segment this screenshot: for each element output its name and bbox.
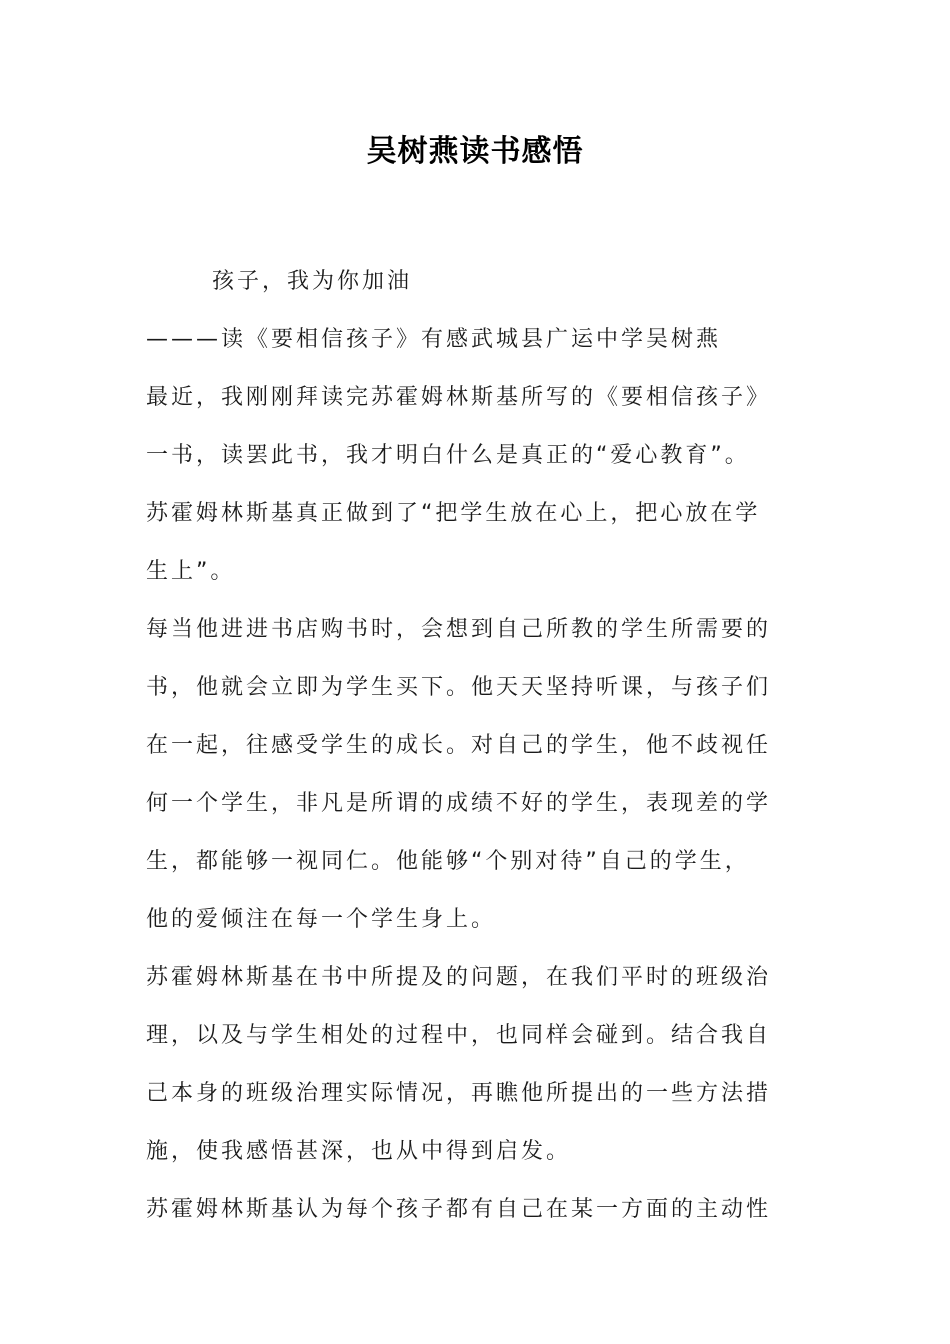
paragraph-line: 生上”。: [146, 559, 236, 584]
paragraph-line: 最近，我刚刚拜读完苏霍姆林斯基所写的《要相信孩子》: [146, 385, 772, 410]
paragraph-line: 何一个学生，非凡是所谓的成绩不好的学生，表现差的学: [146, 791, 772, 816]
paragraph-line: 在一起，往感受学生的成长。对自己的学生，他不歧视任: [146, 733, 772, 758]
byline: ———读《要相信孩子》有感武城县广运中学吴树燕: [146, 327, 722, 352]
paragraph-line: 每当他进进书店购书时，会想到自己所教的学生所需要的: [146, 617, 772, 642]
paragraph-line: 生，都能够一视同仁。他能够“个别对待”自己的学生，: [146, 849, 750, 874]
paragraph-line: 他的爱倾注在每一个学生身上。: [146, 907, 497, 932]
paragraph-line: 一书，读罢此书，我才明白什么是真正的“爱心教育”。: [146, 443, 750, 468]
document-title: 吴树燕读书感悟: [366, 134, 584, 169]
paragraph-line: 施，使我感悟甚深，也从中得到启发。: [146, 1139, 572, 1164]
paragraph-line: 书，他就会立即为学生买下。他天天坚持听课，与孩子们: [146, 675, 772, 700]
paragraph-line: 苏霍姆林斯基真正做到了“把学生放在心上，把心放在学: [146, 501, 761, 526]
paragraph-line: 己本身的班级治理实际情况，再瞧他所提出的一些方法措: [146, 1081, 772, 1106]
document-body: [146, 253, 808, 1239]
paragraph-line: 苏霍姆林斯基认为每个孩子都有自己在某一方面的主动性: [146, 1197, 772, 1222]
paragraph-line: 理，以及与学生相处的过程中，也同样会碰到。结合我自: [146, 1023, 772, 1048]
subtitle-line: 孩子，我为你加油: [212, 269, 413, 294]
paragraph-line: 苏霍姆林斯基在书中所提及的问题，在我们平时的班级治: [146, 965, 772, 990]
